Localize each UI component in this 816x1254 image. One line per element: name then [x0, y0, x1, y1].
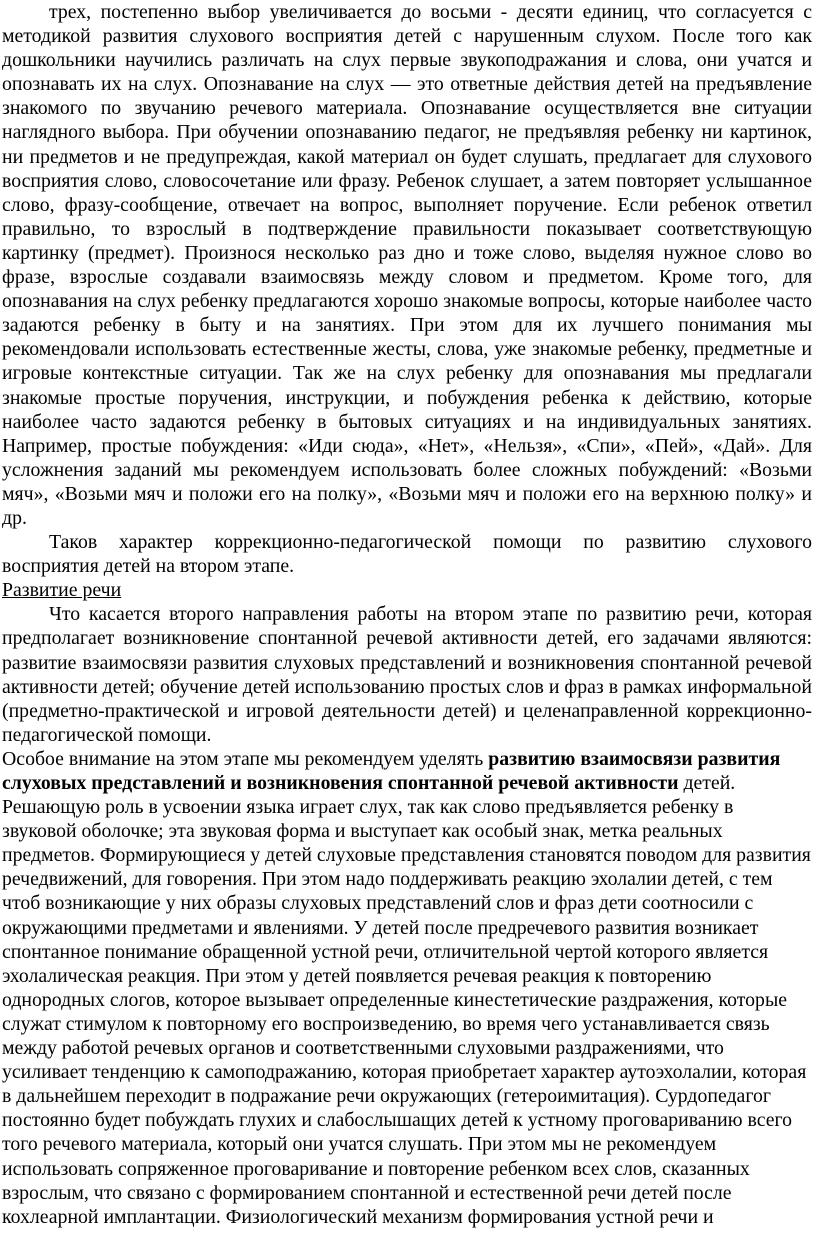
paragraph-rest-text: детей. Решающую роль в усвоении языка играет слух, так как слово предъявляется ребенку в звуковой оболочке; эта звуковая форма и выступает как особый знак, метка реальных предметов. Формирующиеся у детей слуховые представления становятся поводом для развития речедвижений, для говорения. При этом надо поддерживать реакцию эхолалии детей, с тем чтоб возникающие у них образы слуховых представлений слов и фраз дети соотносили с окружающими предметами и явлениями. У детей после предречевого развития возникает спонтанное понимание обращенной устной речи, отличительной чертой которого является эхолалическая реакция. При этом у детей появляется речевая реакция к повторению однородных слогов, которое вызывает определенные кинестетические раздражения, которые служат стимулом к повторному его воспроизведению, во время чего устанавливается связь между работой речевых органов и соответственными слуховыми раздражениями, что усиливает тенденцию к самоподражанию, которая приобретает характер аутоэхолалии, которая в дальнейшем переходит в подражание речи окружающих (гетероимитация). Сурдопедагог постоянно будет побуждать глухих и слабослышащих детей к устному проговариванию всего того речевого материала, который они учатся слушать. При этом мы не рекомендуем использовать сопряженное проговаривание и повторение ребенком всех слов, сказанных взрослым, что связано с формированием спонтанной и естественной речи детей после кохлеарной имплантации. Физиологический механизм формирования устной речи и [2, 772, 811, 1228]
paragraph-special-attention [2, 747, 812, 1229]
paragraph-start-text: Особое внимание на этом этапе мы рекомендуем уделять [2, 747, 489, 770]
paragraph-hearing-recognition: трех, постепенно выбор увеличивается до восьми - десяти единиц, что согласуется с методикой развития слухового восприятия детей с нарушенным слухом. После того как дошкольники научились различать на слух первые звукоподражания и слова, они учатся и опознавать их на слух. Опознавание на слух — это ответные действия детей на предъявление знакомого по звучанию речевого материала. Опознавание осуществляется вне ситуации наглядного выбора. При обучении опознаванию педагог, не предъявляя ребенку ни картинок, ни предметов и не предупреждая, какой материал он будет слушать, предлагает для слухового восприятия слово, словосочетание или фразу. Ребенок слушает, а затем повторяет услышанное слово, фразу-сообщение, отвечает на вопрос, выполняет поручение. Если ребенок ответил правильно, то взрослый в подтверждение правильности показывает соответствующую картинку (предмет). Произнося несколько раз дно и тоже слово, выделяя нужное слово во фразе, взрослые создавали взаимосвязь между словом и предметом. Кроме того, для опознавания на слух ребенку предлагаются хорошо знакомые вопросы, которые наиболее часто задаются ребенку в быту и на занятиях. При этом для их лучшего понимания мы рекомендовали использовать естественные жесты, слова, уже знакомые ребенку, предметные и игровые контекстные ситуации. Так же на слух ребенку для опознавания мы предлагали знакомые простые поручения, инструкции, и побуждения ребенка к действию, которые наиболее часто задаются ребенку в бытовых ситуациях и на индивидуальных занятиях. Например, простые побуждения: «Иди сюда», «Нет», «Нельзя», «Спи», «Пей», «Дай». Для усложнения заданий мы рекомендуем использовать более сложных побуждений: «Возьми мяч», «Возьми мяч и положи его на полку», «Возьми мяч и положи его на верхнюю полку» и др. [2, 1, 812, 529]
emphasized-text: развитию взаимосвязи развития слуховых представлений и возникновения спонтанной речевой активности [2, 747, 781, 794]
section-heading: Развитие речи [2, 579, 122, 602]
paragraph-summary: Таков характер коррекционно-педагогической помощи по развитию слухового восприятия детей на втором этапе. [2, 531, 812, 578]
paragraph-speech-tasks: Что касается второго направления работы на втором этапе по развитию речи, которая предполагает возникновение спонтанной речевой активности детей, его задачами являются: развитие взаимосвязи развития слуховых представлений и возникновения спонтанной речевой активности детей; обучение детей использованию простых слов и фраз в рамках информальной (предметно-практической и игровой деятельности детей) и целенаправленной коррекционно-педагогической помощи. [2, 603, 812, 746]
